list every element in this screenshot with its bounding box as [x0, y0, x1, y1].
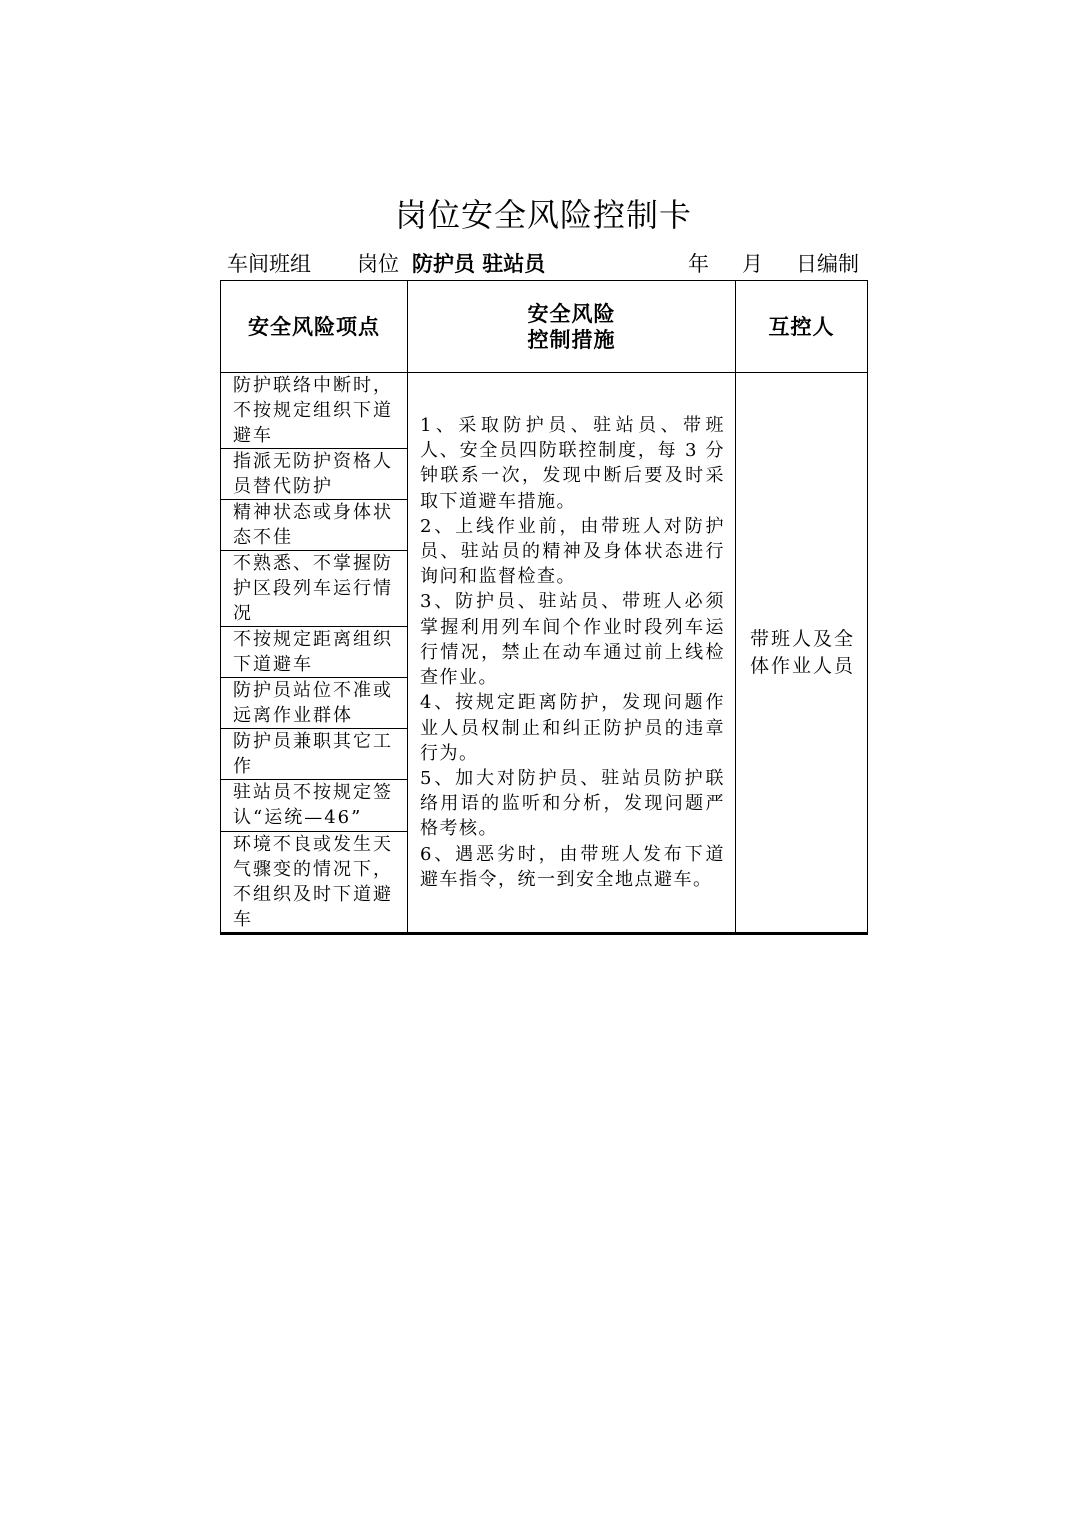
risk-point: 防护联络中断时，不按规定组织下道避车 — [221, 373, 408, 449]
table-row — [221, 373, 868, 449]
risk-point: 不熟悉、不掌握防护区段列车运行情况 — [221, 551, 408, 627]
measure-item: 6、遇恶劣时，由带班人发布下道避车指令，统一到安全地点避车。 — [420, 843, 725, 890]
measure-item: 2、上线作业前，由带班人对防护员、驻站员的精神及身体状态进行询问和监督检查。 — [420, 515, 725, 588]
header-measures-line1: 安全风险 — [527, 301, 616, 326]
measure-item: 5、加大对防护员、驻站员防护联络用语的监听和分析，发现问题严格考核。 — [420, 767, 725, 840]
header-risk-points: 安全风险项点 — [221, 281, 408, 373]
risk-point: 环境不良或发生天气骤变的情况下，不组织及时下道避车 — [221, 832, 408, 934]
risk-point: 驻站员不按规定签认“运统—46” — [221, 780, 408, 832]
measure-item: 1、采取防护员、驻站员、带班人、安全员四防联控制度，每 3 分钟联系一次，发现中断后要及时采取下道避车措施。 — [420, 415, 725, 512]
month-label: 月 — [742, 252, 763, 276]
measure-item: 4、按规定距离防护，发现问题作业人员权制止和纠正防护员的违章行为。 — [420, 692, 725, 764]
control-measures-cell — [408, 373, 736, 934]
post-label: 岗位 — [357, 252, 399, 276]
year-label: 年 — [688, 252, 709, 276]
post-value: 防护员 驻站员 — [412, 251, 546, 276]
mutual-control-person: 带班人及全体作业人员 — [736, 373, 868, 934]
risk-point: 精神状态或身体状态不佳 — [221, 500, 408, 551]
risk-point: 防护员兼职其它工作 — [221, 729, 408, 780]
header-row — [221, 281, 868, 373]
document-title: 岗位安全风险控制卡 — [394, 196, 692, 234]
workshop-label: 车间班组 — [227, 252, 311, 276]
header-measures-line2: 控制措施 — [527, 327, 616, 352]
risk-point: 防护员站位不准或远离作业群体 — [221, 678, 408, 729]
risk-control-table — [220, 280, 868, 935]
measure-item: 3、防护员、驻站员、带班人必须掌握利用列车间个作业时段列车运行情况，禁止在动车通过前上线检查作业。 — [420, 591, 725, 689]
risk-point: 不按规定距离组织下道避车 — [221, 627, 408, 678]
risk-point: 指派无防护资格人员替代防护 — [221, 449, 408, 500]
header-mutual-control: 互控人 — [736, 281, 868, 373]
header-control-measures — [408, 281, 736, 373]
day-compile-label: 日编制 — [796, 252, 859, 276]
